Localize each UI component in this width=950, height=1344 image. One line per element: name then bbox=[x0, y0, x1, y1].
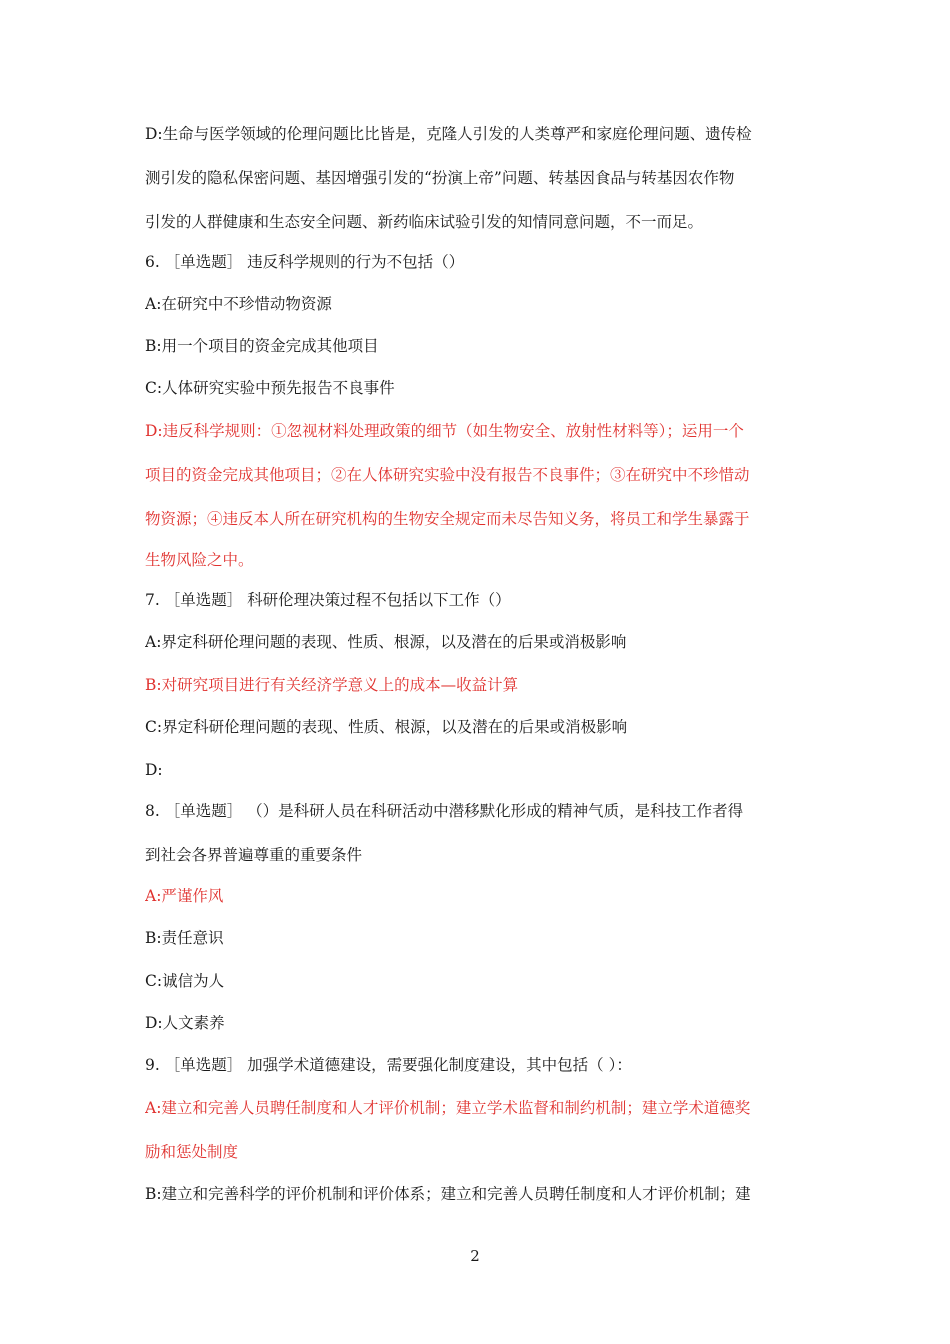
answer-option-a: A:严谨作风 bbox=[145, 887, 224, 905]
answer-option-b: B:对研究项目进行有关经济学意义上的成本—收益计算 bbox=[145, 676, 519, 694]
answer-option-a: A:建立和完善人员聘任制度和人才评价机制；建立学术监督和制约机制；建立学术道德奖 bbox=[145, 1099, 751, 1117]
question-title-cont: 到社会各界普遍尊重的重要条件 bbox=[145, 846, 363, 864]
option-b: B:责任意识 bbox=[145, 929, 224, 947]
answer-text-line: 生物风险之中。 bbox=[145, 551, 254, 569]
question-title: 6. ［单选题］ 违反科学规则的行为不包括（） bbox=[145, 253, 465, 271]
option-d: D:人文素养 bbox=[145, 1014, 225, 1032]
option-a: A:界定科研伦理问题的表现、性质、根源，以及潜在的后果或消极影响 bbox=[145, 633, 627, 651]
option-c: C:诚信为人 bbox=[145, 972, 225, 990]
answer-text-line: 项目的资金完成其他项目；②在人体研究实验中没有报告不良事件；③在研究中不珍惜动 bbox=[145, 466, 750, 484]
option-b: B:用一个项目的资金完成其他项目 bbox=[145, 337, 379, 355]
question-title: 7. ［单选题］ 科研伦理决策过程不包括以下工作（） bbox=[145, 591, 511, 609]
option-c: C:人体研究实验中预先报告不良事件 bbox=[145, 379, 395, 397]
answer-option-d: D:违反科学规则：①忽视材料处理政策的细节（如生物安全、放射性材料等）；运用一个 bbox=[145, 422, 744, 440]
option-d: D: bbox=[145, 761, 163, 779]
option-a: A:在研究中不珍惜动物资源 bbox=[145, 295, 332, 313]
question-title: 9. ［单选题］ 加强学术道德建设，需要强化制度建设，其中包括（ ）： bbox=[145, 1056, 632, 1074]
question-title: 8. ［单选题］ （）是科研人员在科研活动中潜移默化形成的精神气质，是科技工作者得 bbox=[145, 802, 744, 820]
answer-text-line: 励和惩处制度 bbox=[145, 1143, 239, 1161]
option-b: B:建立和完善科学的评价机制和评价体系；建立和完善人员聘任制度和人才评价机制；建 bbox=[145, 1185, 751, 1203]
page-number: 2 bbox=[470, 1247, 480, 1265]
text-line: 引发的人群健康和生态安全问题、新药临床试验引发的知情同意问题，不一而足。 bbox=[145, 213, 704, 231]
text-line: 测引发的隐私保密问题、基因增强引发的“扮演上帝”问题、转基因食品与转基因农作物 bbox=[145, 169, 735, 187]
option-c: C:界定科研伦理问题的表现、性质、根源，以及潜在的后果或消极影响 bbox=[145, 718, 628, 736]
text-line: D:生命与医学领域的伦理问题比比皆是，克隆人引发的人类尊严和家庭伦理问题、遗传检 bbox=[145, 125, 752, 143]
answer-text-line: 物资源；④违反本人所在研究机构的生物安全规定而未尽告知义务，将员工和学生暴露于 bbox=[145, 510, 750, 528]
